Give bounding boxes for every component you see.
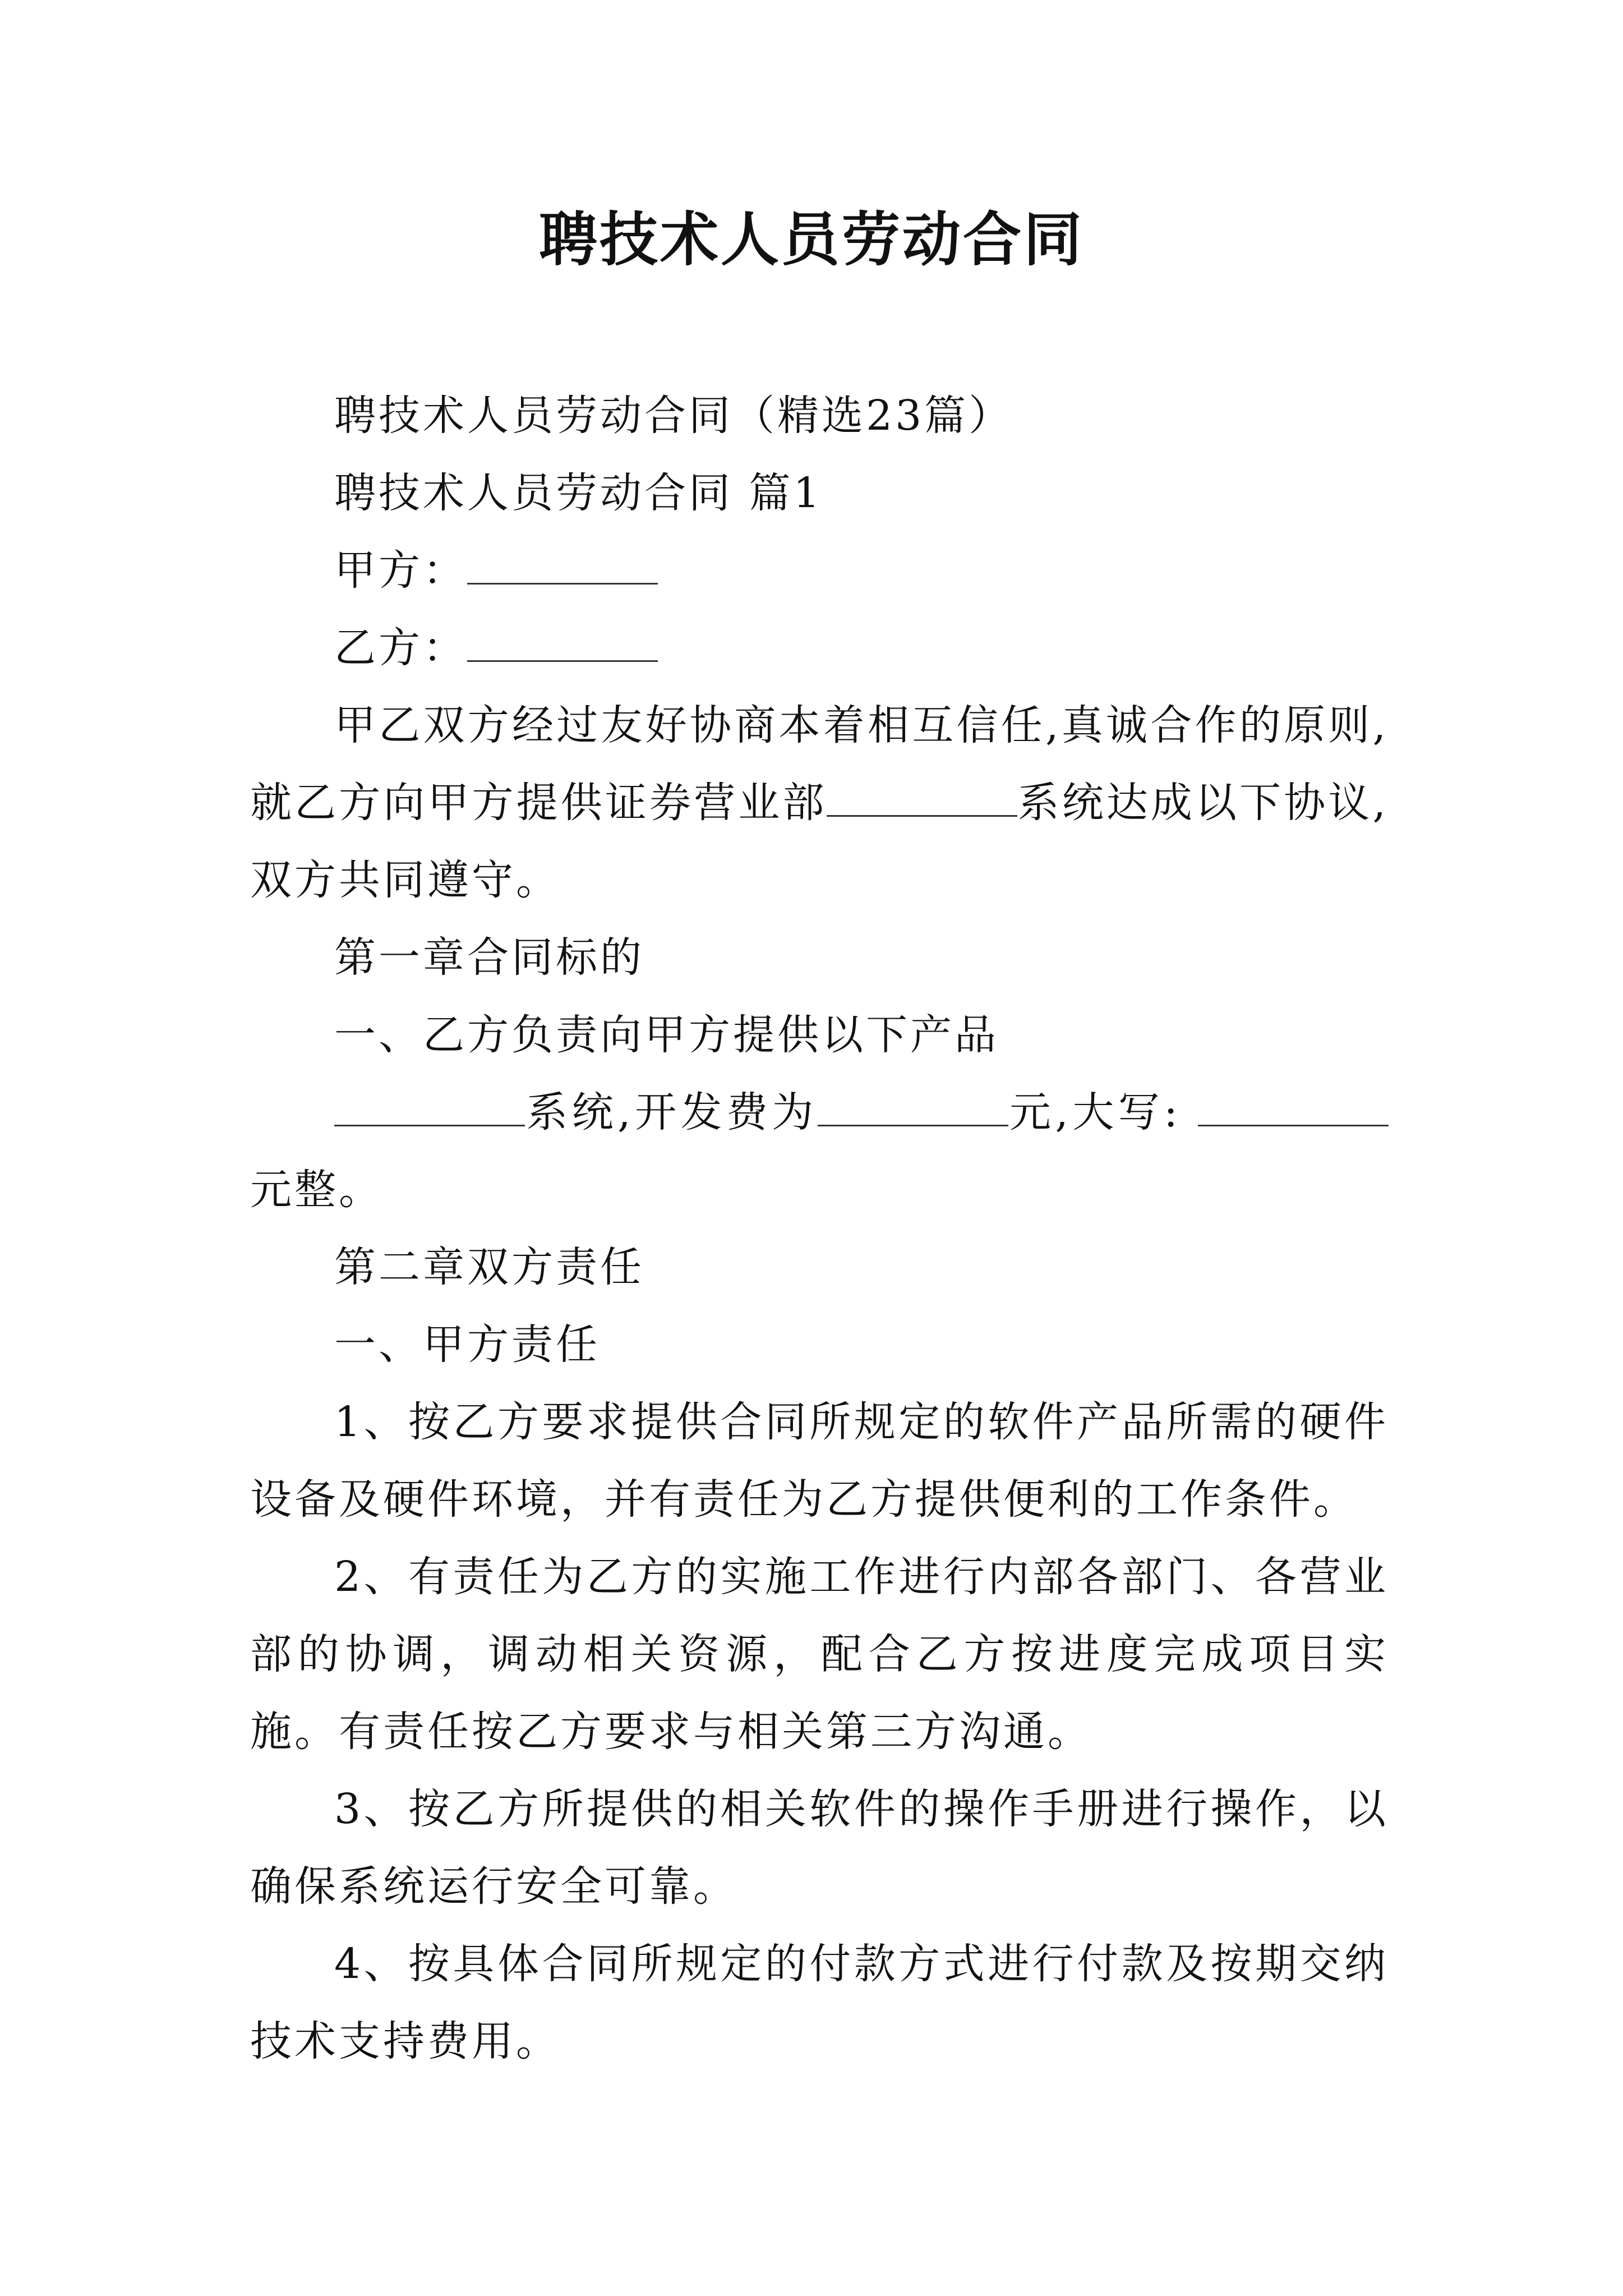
duty-item-1: 1、按乙方要求提供合同所规定的软件产品所需的硬件设备及硬件环境，并有责任为乙方提供便利的工作条件。 [250, 1398, 1389, 1524]
party-a-duty-heading: 一、甲方责任 [334, 1320, 600, 1369]
product-part3: 元整。 [250, 1166, 383, 1214]
party-b-blank [467, 621, 658, 662]
party-a-blank [467, 544, 658, 585]
document-body [250, 377, 1389, 2080]
system-name-blank [827, 776, 1017, 817]
chapter-2-heading: 第二章双方责任 [334, 1243, 644, 1291]
product-line [250, 1074, 1389, 1228]
duty-item-3: 3、按乙方所提供的相关软件的操作手册进行操作，以确保系统运行安全可靠。 [250, 1785, 1389, 1911]
fee-uppercase-blank [1198, 1085, 1389, 1126]
fee-amount-blank [818, 1085, 1008, 1126]
product-part1: 系统,开发费为 [525, 1088, 818, 1137]
intro-paragraph [250, 687, 1389, 919]
product-part2: 元,大写: [1008, 1088, 1181, 1137]
section-heading: 聘技术人员劳动合同 篇1 [334, 469, 823, 517]
party-b-line [250, 609, 1389, 687]
product-system-blank [334, 1085, 525, 1126]
duty-item-4: 4、按具体合同所规定的付款方式进行付款及按期交纳技术支持费用。 [250, 1940, 1389, 2065]
duty-item-2: 2、有责任为乙方的实施工作进行内部各部门、各营业部的协调，调动相关资源，配合乙方按进度完成项目实施。有责任按乙方要求与相关第三方沟通。 [250, 1553, 1389, 1756]
chapter-1-heading: 第一章合同标的 [334, 933, 644, 982]
party-a-line [250, 532, 1389, 609]
intro-part1: 甲乙双方经过友好协商本着相互信任,真诚合作的原则,就乙方向甲方提供证券营业部 [250, 701, 1389, 827]
subtitle: 聘技术人员劳动合同（精选23篇） [334, 392, 1013, 440]
item-1-heading: 一、乙方负责向甲方提供以下产品 [334, 1011, 999, 1059]
party-a-label: 甲方： [334, 546, 467, 595]
party-b-label: 乙方： [334, 624, 467, 672]
document-title: 聘技术人员劳动合同 [538, 205, 1084, 274]
intro-part2: 系统达成以下协议,双方共同遵守。 [250, 779, 1389, 904]
